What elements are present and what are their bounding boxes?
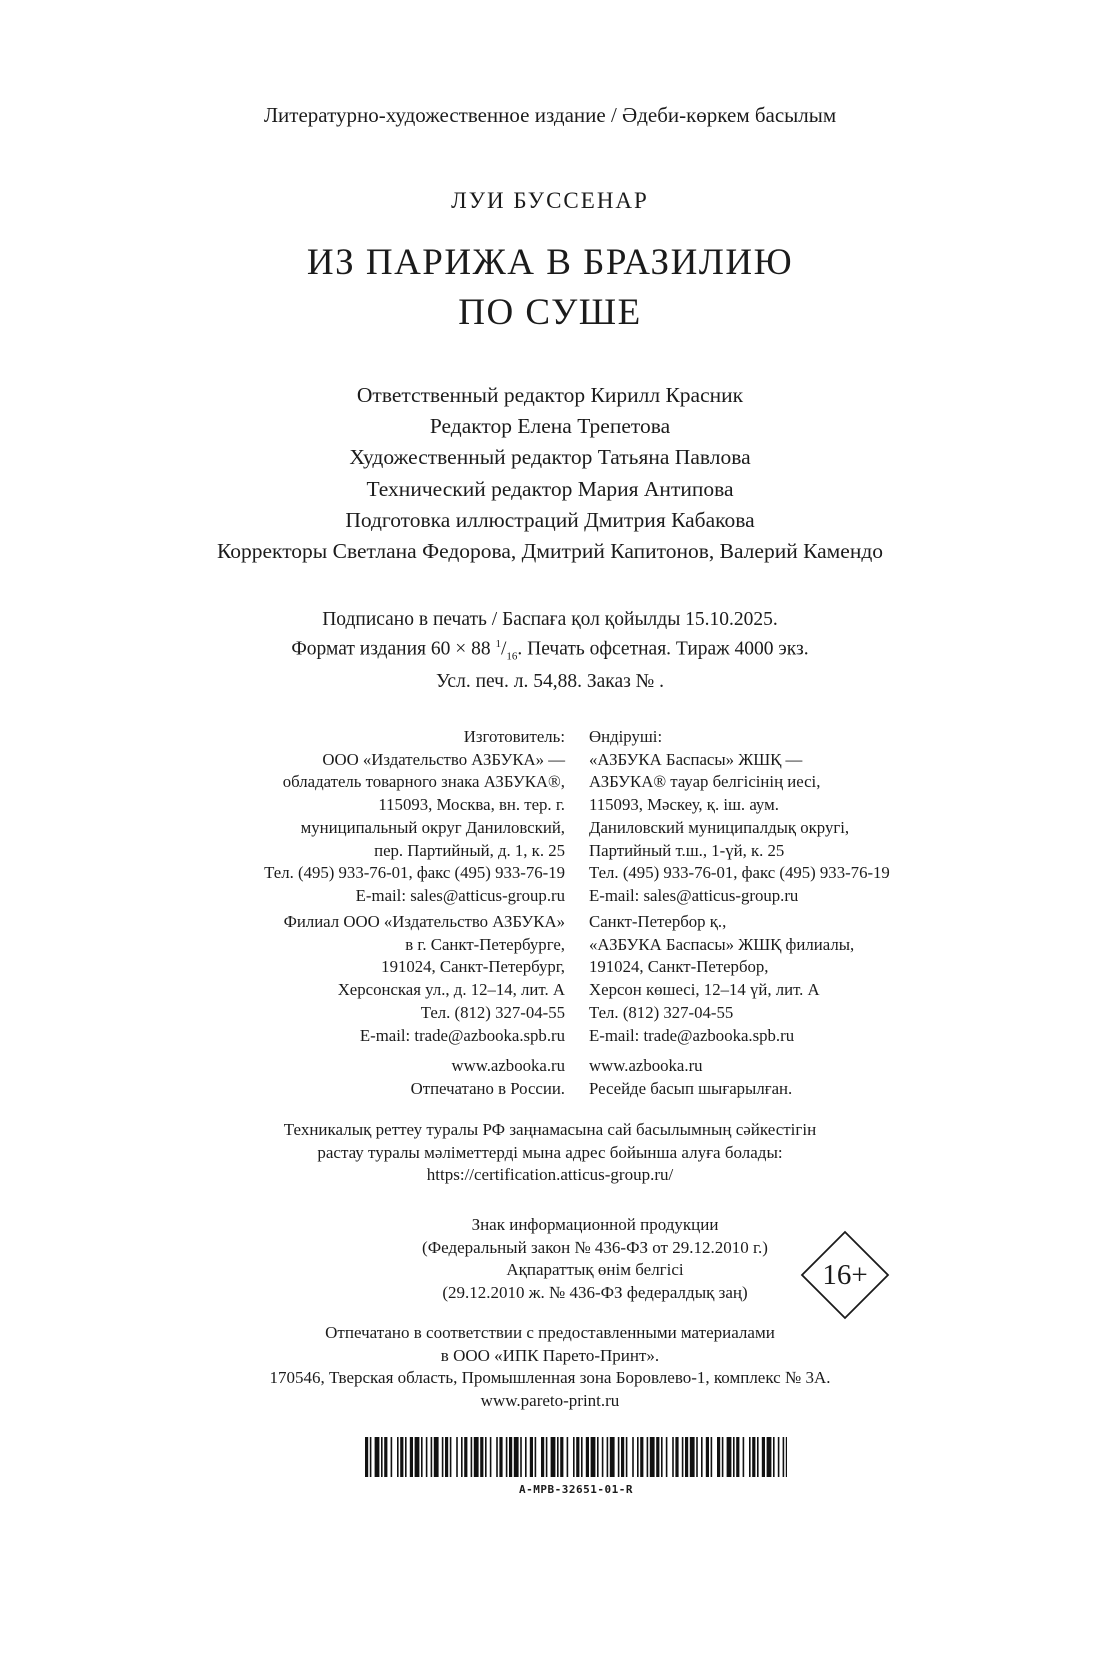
credit-line: Корректоры Светлана Федорова, Дмитрий Капитонов, Валерий Камендо (216, 539, 884, 564)
series-label: Литературно-художественное издание / Әдеби-көркем басылым (263, 103, 837, 127)
credits (0, 380, 1100, 567)
barcode-caption: A-MPB-32651-01-R (519, 1483, 633, 1496)
manufacturer-ru: Изготовитель: ООО «Издательство АЗБУКА» — обладатель товарного знака АЗБУКА®, 115093, Москва, вн. тер. г. муниципальный округ Даниловский, пер. Партийный, д. 1, к. 25 Тел. (495) 933-76-01, факс (495) 933-76-19 E-mail: sales@atticus-group.ru (264, 727, 565, 905)
title-line: ИЗ ПАРИЖА В БРАЗИЛИЮ (306, 242, 794, 283)
web-kz: www.azbooka.ru Ресейде басып шығарылған. (589, 1056, 793, 1098)
barcode-icon (365, 1437, 787, 1477)
branch-ru: Филиал ООО «Издательство АЗБУКА» в г. Санкт-Петербурге, 191024, Санкт-Петербург, Херсонская ул., д. 12–14, лит. А Тел. (812) 327-04-55 E-mail: trade@azbooka.spb.ru (283, 912, 565, 1045)
order-line: Усл. печ. л. 54,88. Заказ № . (435, 671, 665, 693)
web-ru: www.azbooka.ru Отпечатано в России. (410, 1056, 565, 1098)
branch-kz: Санкт-Петербор қ., «АЗБУКА Баспасы» ЖШҚ филиалы, 191024, Санкт-Петербор, Херсон көшесі, 12–14 үй, лит. А Тел. (812) 327-04-55 E-mail: trade@azbooka.spb.ru (589, 912, 855, 1045)
print-info (0, 607, 1100, 694)
signed-date: Подписано в печать / Баспаға қол қойылды 15.10.2025. (322, 609, 778, 630)
certification-note: Техникалық реттеу туралы РФ заңнамасына сай басылымның сәйкестігін растау туралы мәліметтерді мына адрес бойынша алуға болады: https://certification.atticus-group.ru/ (0, 1119, 1100, 1187)
credit-line: Редактор Елена Трепетова (429, 414, 671, 439)
book-title (0, 238, 1100, 338)
credit-line: Ответственный редактор Кирилл Красник (356, 383, 744, 407)
printer-website[interactable]: www.pareto-print.ru (480, 1391, 620, 1411)
printer-info: Отпечатано в соответствии с предоставленными материалами в ООО «ИПК Парето-Принт». 170546, Тверская область, Промышленная зона Боровлево-1, комплекс № 3А. www.pareto-print.ru (0, 1322, 1100, 1413)
certification-link[interactable]: https://certification.atticus-group.ru/ (426, 1165, 674, 1185)
title-line: ПО СУШЕ (458, 292, 642, 333)
website-link[interactable]: www.azbooka.ru (589, 1056, 703, 1075)
credit-line: Технический редактор Мария Антипова (366, 476, 734, 501)
format-line: Формат издания 60 × 88 $^1/_{16}$. Печать офсетная. Тираж 4000 экз. (291, 638, 809, 663)
website-link[interactable]: www.azbooka.ru (451, 1056, 565, 1075)
manufacturer-kz: Өндіруші: «АЗБУКА Баспасы» ЖШҚ — АЗБУКА® тауар белгісінің иесі, 115093, Мәскеу, қ. іш. аум. Даниловский муниципалдық округі, Партийный т.ш., 1-үй, к. 25 Тел. (495) 933-76-01, факс (495) 933-76-19 E-mail: sales@atticus-group.ru (589, 727, 890, 905)
author-name: ЛУИ БУССЕНАР (451, 188, 649, 213)
credit-line: Художественный редактор Татьяна Павлова (349, 445, 751, 470)
age-rating: 16+ (822, 1259, 868, 1291)
credit-line: Подготовка иллюстраций Дмитрия Кабакова (345, 507, 755, 532)
info-product-sign: Знак информационной продукции (Федеральный закон № 436-ФЗ от 29.12.2010 г.) Ақпараттық өнім белгісі (29.12.2010 ж. № 436-ФЗ федералдық заң) (422, 1215, 768, 1303)
